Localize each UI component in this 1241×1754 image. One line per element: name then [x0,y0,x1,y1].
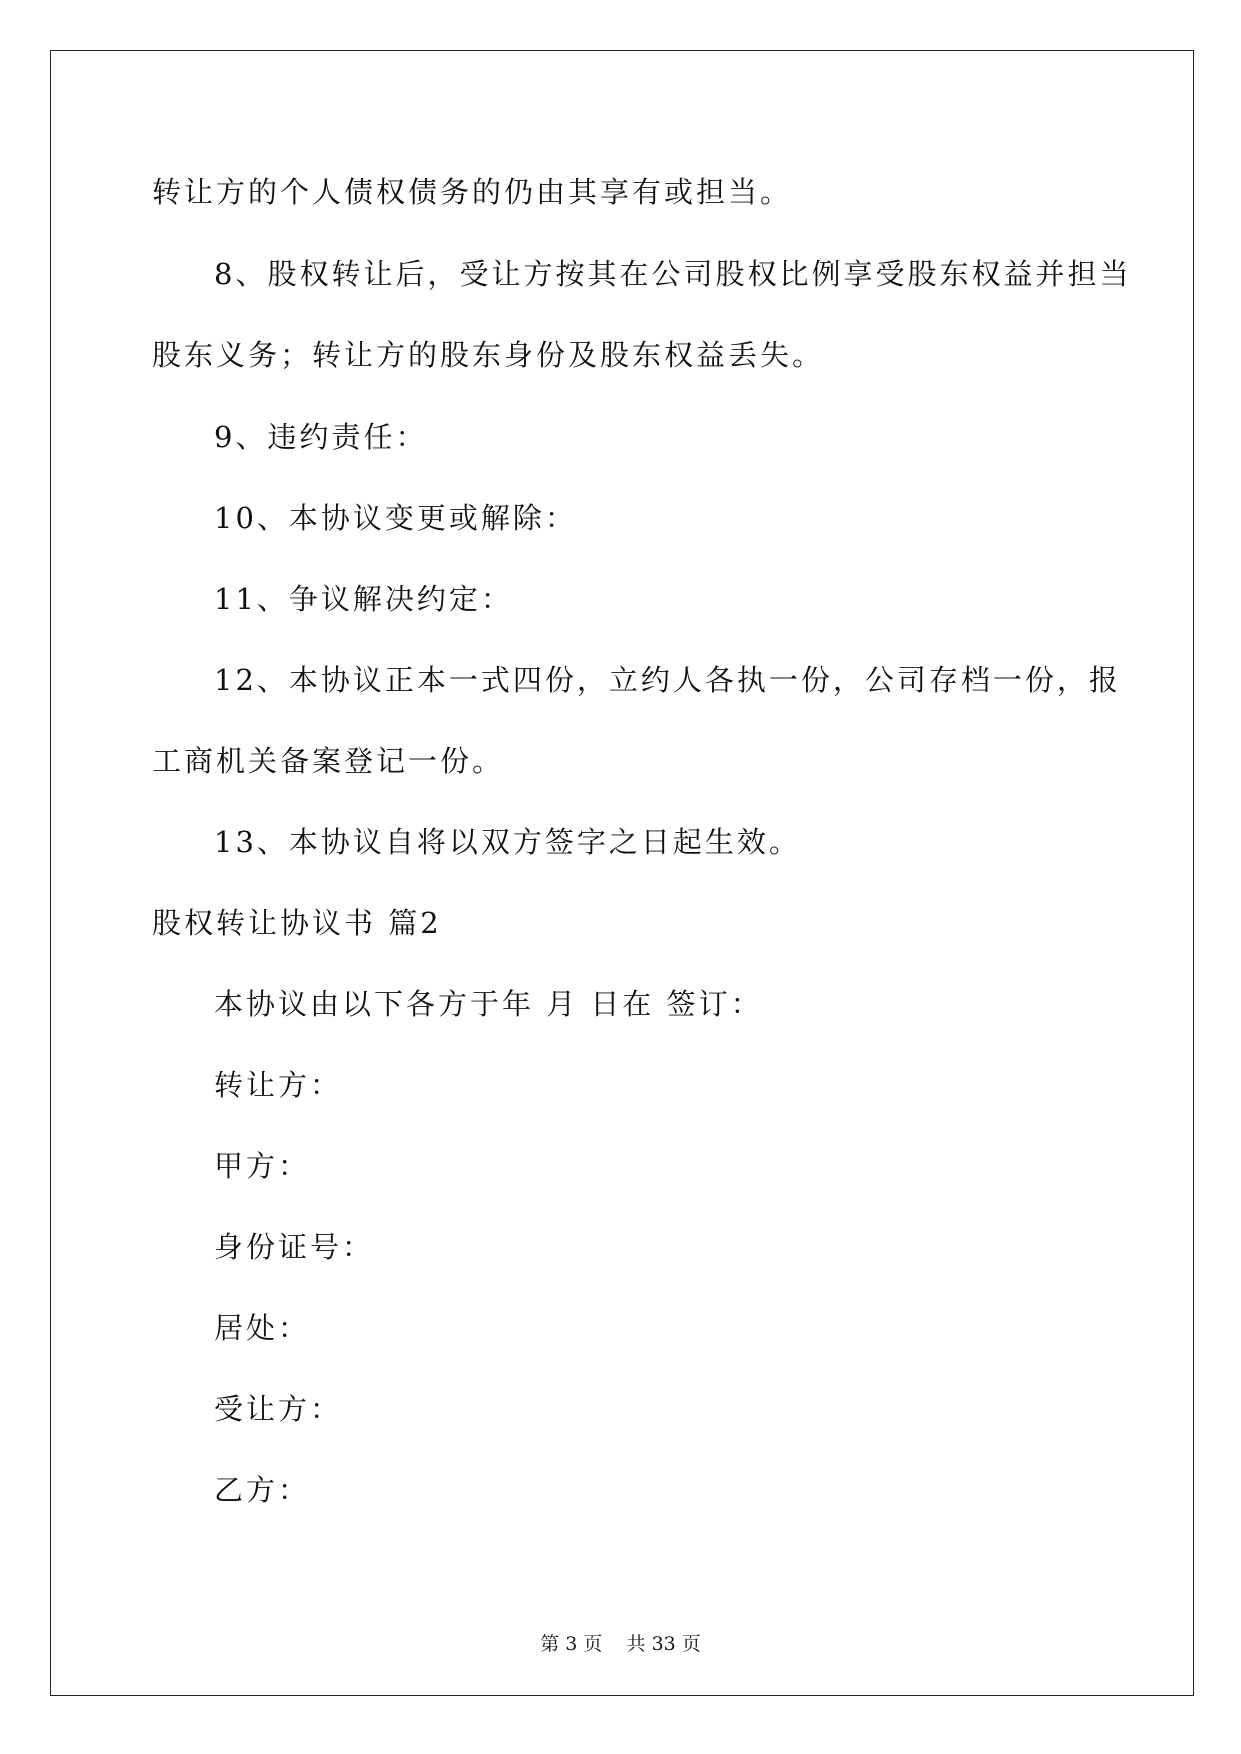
clause-12-continued: 工商机关备案登记一份。 [152,744,505,778]
clause-9: 9、违约责任： [214,420,428,454]
party-a-label: 甲方： [214,1149,311,1183]
clause-11: 11、争议解决约定： [214,582,513,616]
clause-10: 10、本协议变更或解除： [214,501,577,535]
agreement-intro: 本协议由以下各方于年 月 日在 签订： [214,987,763,1021]
residence-label: 居处： [214,1311,311,1345]
page-number-footer: 第 3 页 共 33 页 [540,1633,701,1655]
clause-12: 12、本协议正本一式四份，立约人各执一份，公司存档一份，报 [214,663,1121,697]
clause-8: 8、股权转让后，受让方按其在公司股权比例享受股东权益并担当 [214,257,1132,291]
transferee-label: 受让方： [214,1392,343,1426]
id-number-label: 身份证号： [214,1230,375,1264]
clause-8-continued: 股东义务；转让方的股东身份及股东权益丢失。 [152,338,825,372]
transferor-label: 转让方： [214,1068,343,1102]
clause-13: 13、本协议自将以双方签字之日起生效。 [214,825,801,859]
page-border [50,50,1194,1696]
section-heading: 股权转让协议书 篇2 [152,906,442,940]
party-b-label: 乙方： [214,1473,311,1507]
paragraph-line-1: 转让方的个人债权债务的仍由其享有或担当。 [152,175,793,209]
